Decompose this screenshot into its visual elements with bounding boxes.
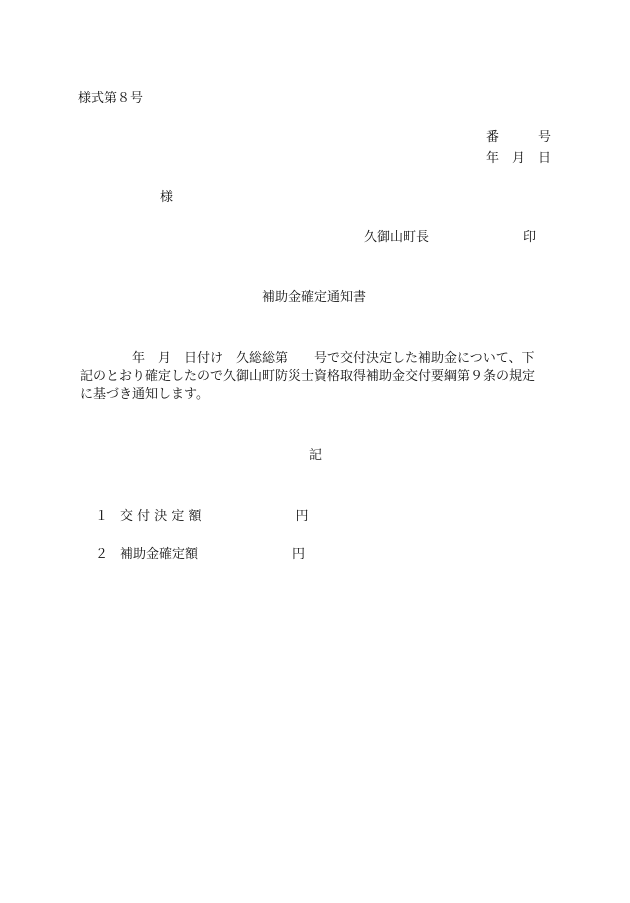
item-unit: 円: [295, 509, 309, 524]
document-date-label: 年 月 日: [486, 151, 552, 166]
form-number: 様式第８号: [78, 91, 144, 106]
item-number: ２: [95, 547, 109, 562]
item-label: 補助金確定額: [120, 547, 199, 562]
seal-mark: 印: [523, 230, 537, 245]
body-line-1: 年 月 日付け 久総総第 号で交付決定した補助金について、下: [132, 351, 535, 366]
document-title: 補助金確定通知書: [262, 290, 367, 305]
item-label: 交 付 決 定 額: [120, 509, 202, 524]
item-number: １: [95, 509, 109, 524]
item-row: [95, 547, 305, 563]
body-line-3: に基づき通知します。: [80, 387, 209, 402]
ki-heading: 記: [309, 448, 323, 463]
body-line-2: 記のとおり確定したので久御山町防災士資格取得補助金交付要綱第９条の規定: [80, 369, 536, 384]
item-unit: 円: [292, 547, 306, 562]
issuer-block: [364, 230, 536, 246]
addressee-honorific: 様: [160, 190, 174, 205]
body-paragraph: [80, 350, 552, 404]
issuer-name: 久御山町長: [364, 230, 430, 245]
item-row: [95, 509, 309, 525]
document-number-label: 番 号: [486, 130, 552, 145]
